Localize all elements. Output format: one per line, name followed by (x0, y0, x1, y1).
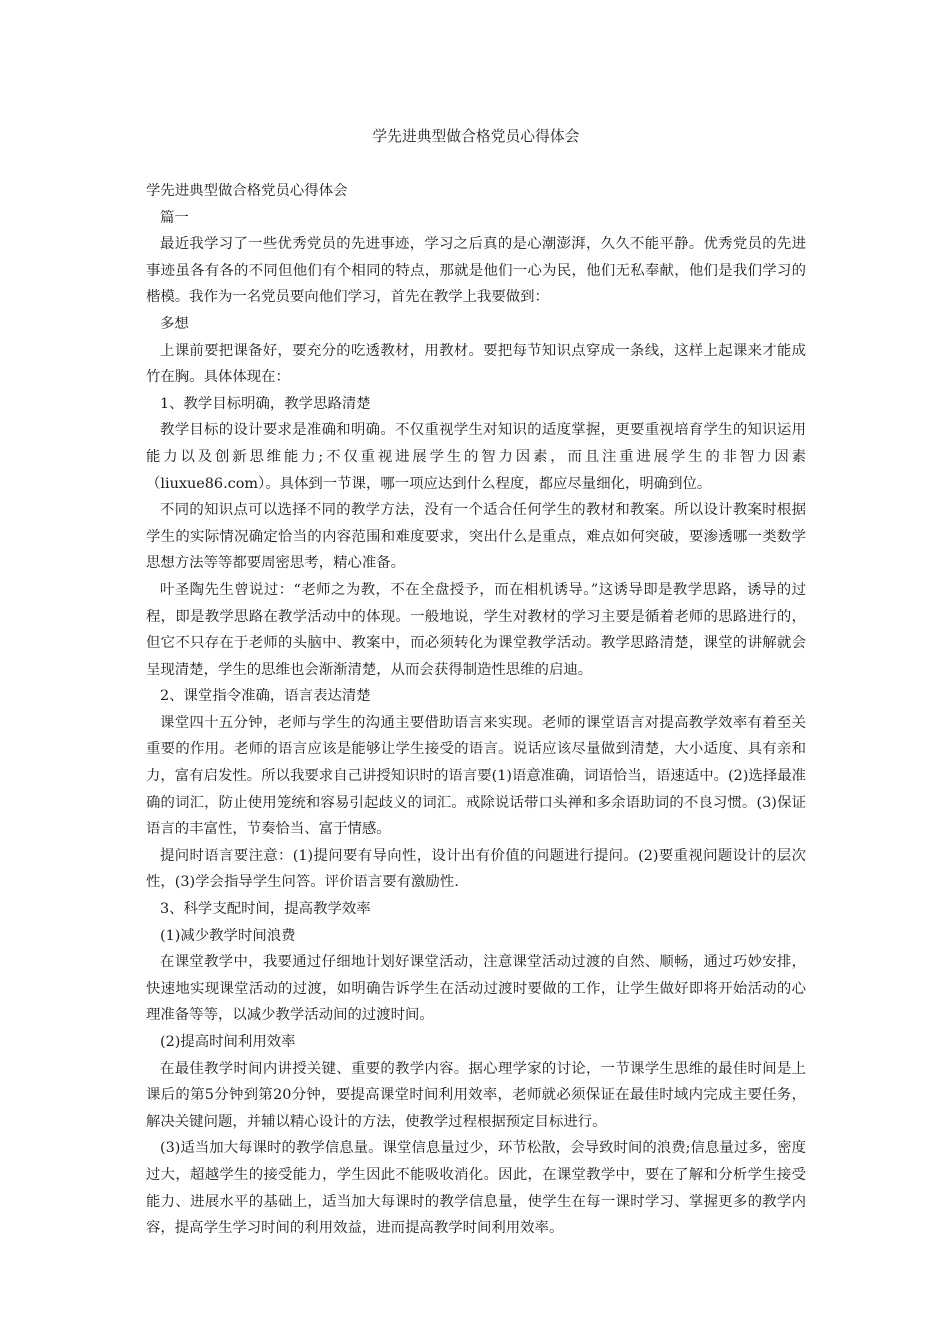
heading-think-more: 多想 (160, 315, 189, 332)
paragraph-questioning: 提问时语言要注意：(1)提问要有导向性，设计出有价值的问题进行提问。(2)要重视问题设计的层次性，(3)学会指导学生问答。评价语言要有激励性. (146, 847, 806, 891)
paragraph-teaching-methods: 不同的知识点可以选择不同的教学方法，没有一个适合任何学生的教材和教案。所以设计教案时根据学生的实际情况确定恰当的内容范围和难度要求，突出什么是重点，难点如何突破，要渗透哪一类数学思想方法等等都要周密思考，精心准备。 (146, 502, 806, 572)
paragraph-teaching-goals: 教学目标的设计要求是准确和明确。不仅重视学生对知识的适度掌握，更要重视培育学生的知识运用能力以及创新思维能力;不仅重视进展学生的智力因素，而且注重进展学生的非智力因素（liuxue86.com）。具体到一节课，哪一项应达到什么程度，都应尽量细化，明确到位。 (146, 422, 806, 492)
paragraph-intro: 最近我学习了一些优秀党员的先进事迹，学习之后真的是心潮澎湃，久久不能平静。优秀党员的先进事迹虽各有各的不同但他们有个相同的特点，那就是他们一心为民，他们无私奉献，他们是我们学习的楷模。我作为一名党员要向他们学习，首先在教学上我要做到： (146, 236, 806, 306)
paragraph-time-efficiency: 在最佳教学时间内讲授关键、重要的教学内容。据心理学家的讨论，一节课学生思维的最佳时间是上课后的第5分钟到第20分钟，要提高课堂时间利用效率，老师就必须保证在最佳时域内完成主要任务，解决关键问题，并辅以精心设计的方法，使教学过程根据预定目标进行。 (146, 1060, 806, 1130)
heading-time-management: 3、科学支配时间，提高教学效率 (160, 901, 371, 918)
paragraph-classroom-language: 课堂四十五分钟，老师与学生的沟通主要借助语言来实现。老师的课堂语言对提高教学效率有着至关重要的作用。老师的语言应该是能够让学生接受的语言。说话应该尽量做到清楚，大小适度、具有亲和力，富有启发性。所以我要求自己讲授知识时的语言要(1)语意准确，词语恰当，语速适中。(2)选择最准确的词汇，防止使用笼统和容易引起歧义的词汇。戒除说话带口头禅和多余语助词的不良习惯。(3)保证语言的丰富性，节奏恰当、富于情感。 (146, 714, 806, 838)
document-title: 学先进典型做合格党员心得体会 (372, 128, 580, 145)
paragraph-information-load: (3)适当加大每课时的教学信息量。课堂信息量过少，环节松散，会导致时间的浪费;信息量过多，密度过大，超越学生的接受能力，学生因此不能吸收消化。因此，在课堂教学中，要在了解和分析学生接受能力、进展水平的基础上，适当加大每课时的教学信息量，使学生在每一课时学习、掌握更多的教学内容，提高学生学习时间的利用效益，进而提高教学时间利用效率。 (146, 1140, 806, 1237)
document-page (146, 124, 806, 1242)
heading-teaching-goals: 1、教学目标明确，教学思路清楚 (160, 395, 371, 412)
section-label-part-one: 篇一 (160, 209, 189, 226)
paragraph-ye-shengtao-quote: 叶圣陶先生曾说过：“老师之为教，不在全盘授予，而在相机诱导。”这诱导即是教学思路，诱导的过程，即是教学思路在教学活动中的体现。一般地说，学生对教材的学习主要是循着老师的思路进行的，但它不只存在于老师的头脑中、教案中，而必须转化为课堂教学活动。教学思路清楚，课堂的讲解就会呈现清楚，学生的思维也会渐渐清楚，从而会获得制造性思维的启迪。 (146, 581, 806, 678)
paragraph-lesson-prep: 上课前要把课备好，要充分的吃透教材，用教材。要把每节知识点穿成一条线，这样上起课来才能成竹在胸。具体体现在： (146, 342, 806, 386)
subheading-reduce-waste: (1)减少教学时间浪费 (160, 927, 296, 944)
document-subtitle: 学先进典型做合格党员心得体会 (146, 183, 348, 199)
heading-classroom-language: 2、课堂指令准确，语言表达清楚 (160, 688, 371, 705)
subheading-time-efficiency: (2)提高时间利用效率 (160, 1034, 296, 1050)
paragraph-reduce-waste: 在课堂教学中，我要通过仔细地计划好课堂活动，注意课堂活动过渡的自然、顺畅，通过巧妙安排，快速地实现课堂活动的过渡，如明确告诉学生在活动过渡时要做的工作，让学生做好即将开始活动的心理准备等等，以减少教学活动间的过渡时间。 (146, 954, 806, 1024)
